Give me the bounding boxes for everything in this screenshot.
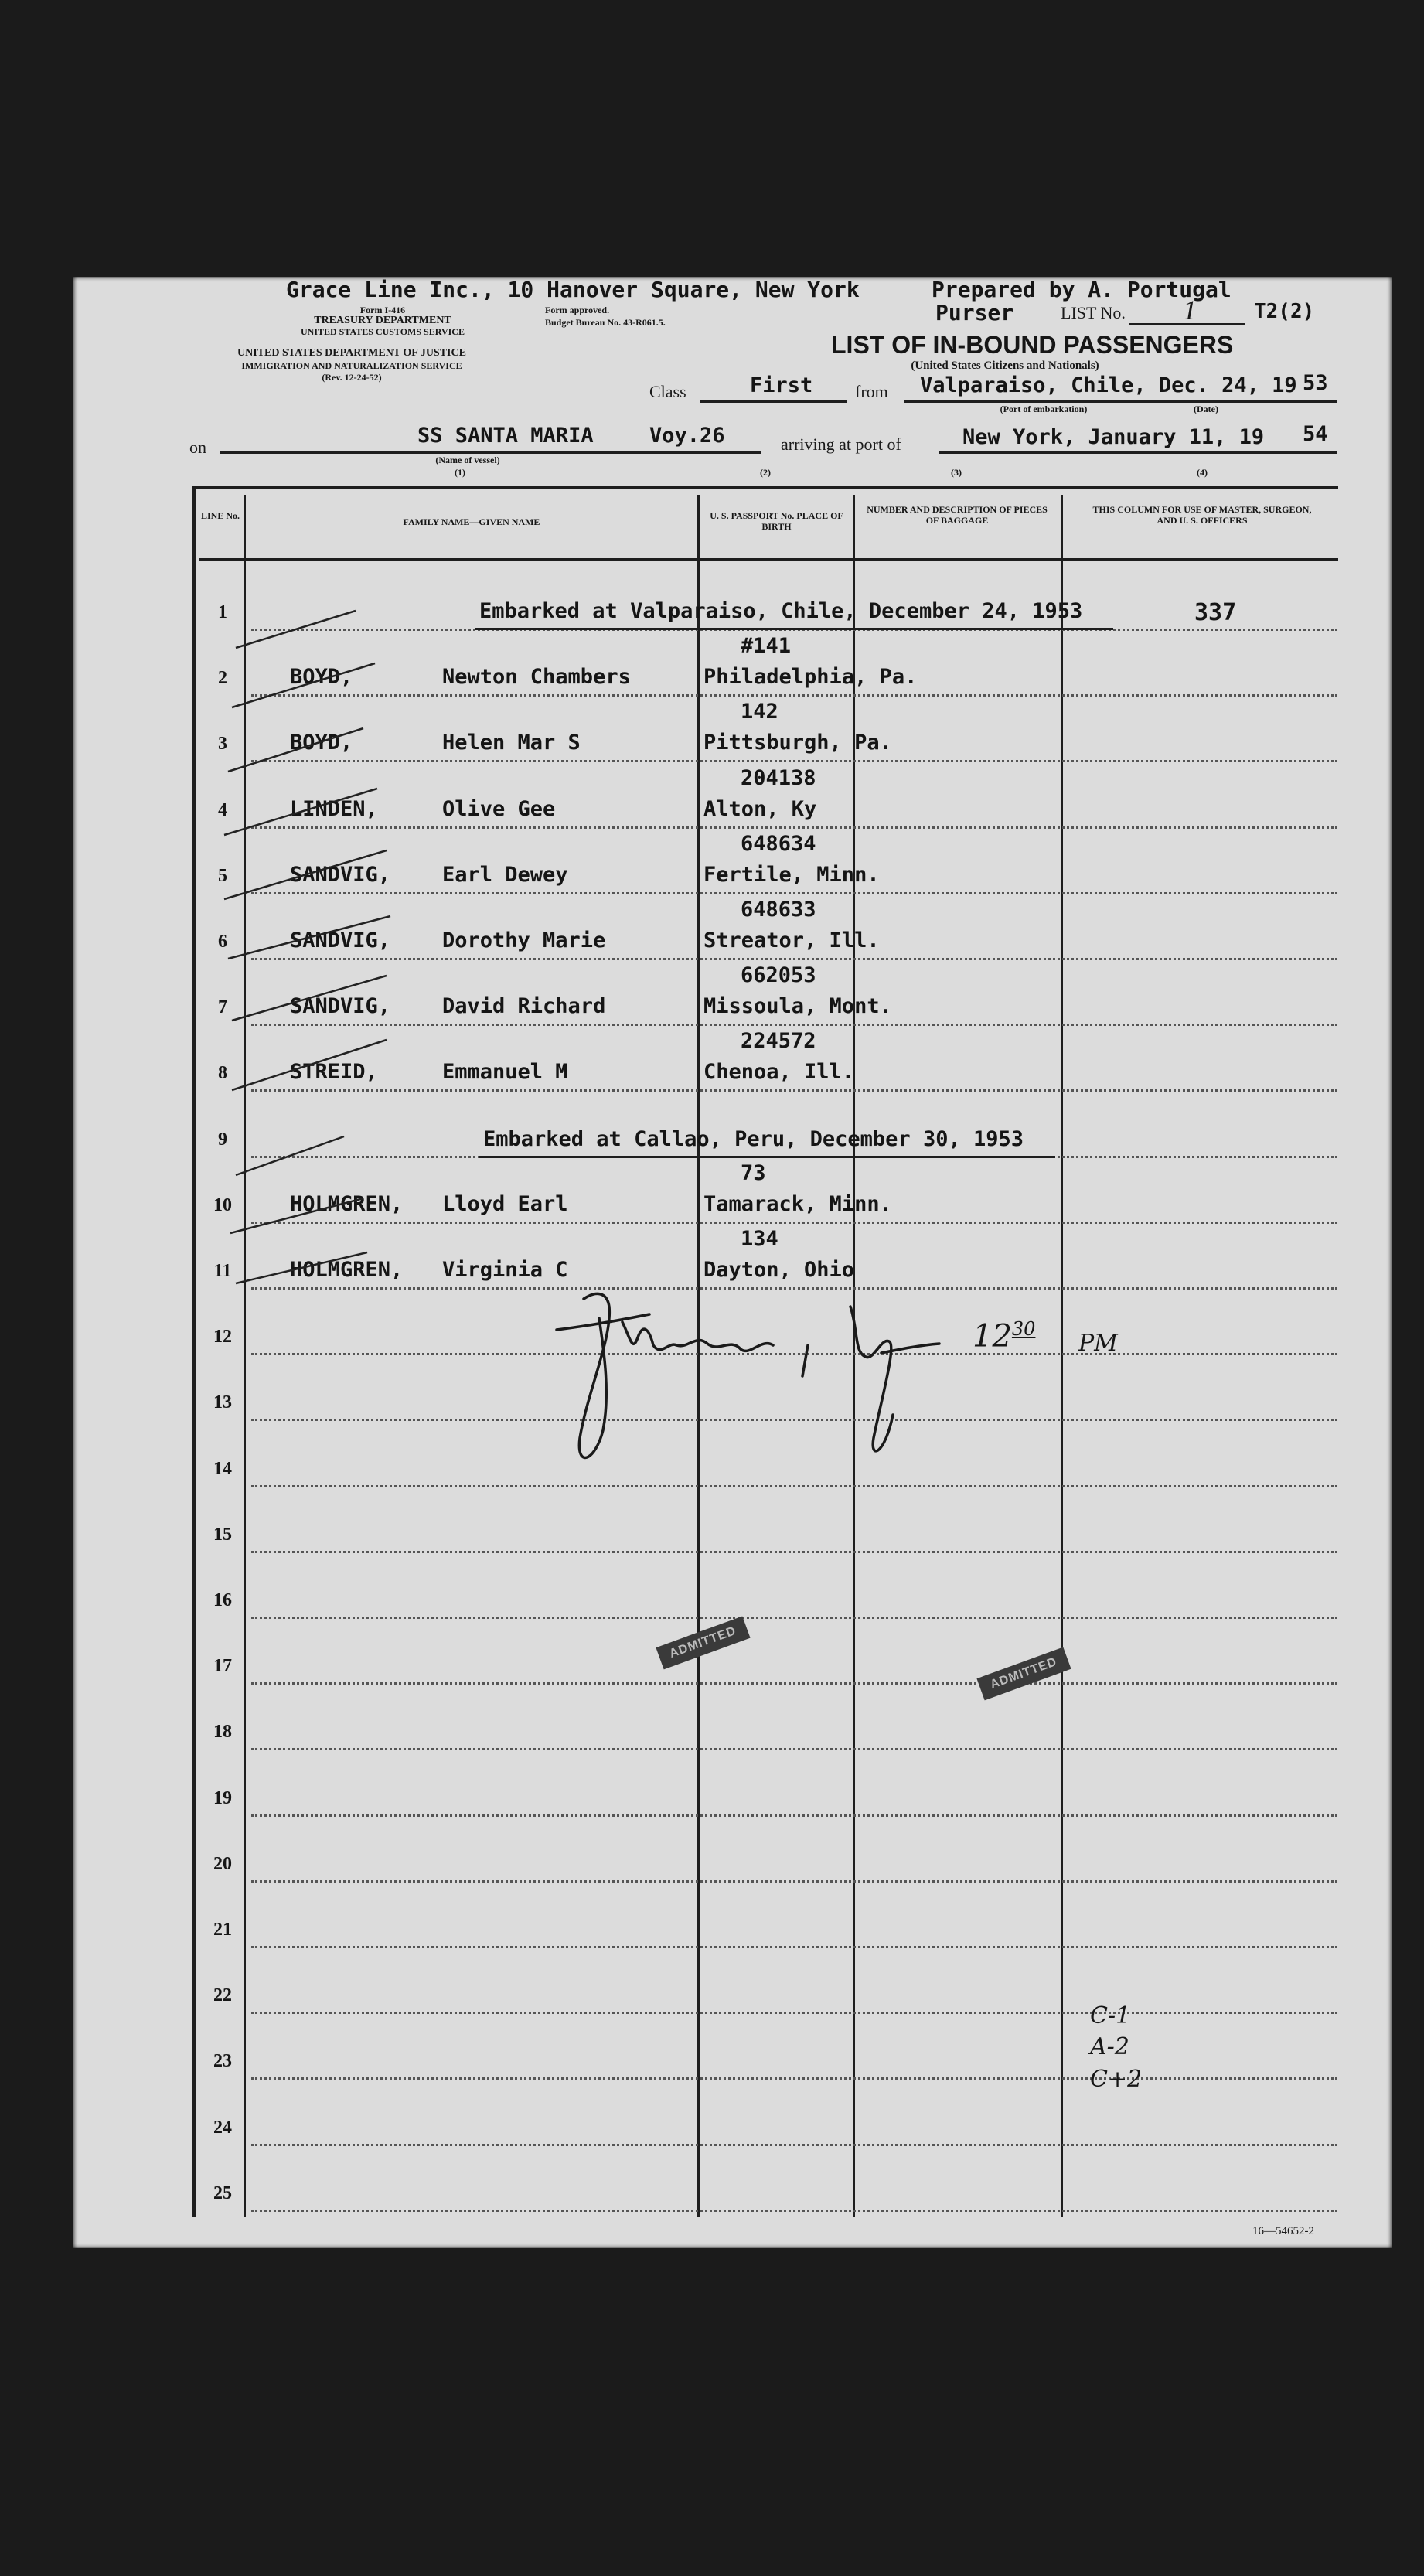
line-number: 23 [213,2051,232,2072]
given-name: Emmanuel M [442,1060,568,1085]
line-number: 19 [213,1787,232,1808]
family-name: BOYD, [290,665,353,690]
line-number: 1 [218,602,227,622]
place-of-birth: Philadelphia, Pa. [703,665,918,690]
passport-number: 224572 [741,1029,816,1054]
family-name: SANDVIG, [290,862,391,887]
port-caption: (Port of embarkation) [1000,404,1088,414]
given-name: Dorothy Marie [442,929,606,952]
line-number: 20 [213,1853,232,1874]
passport-number: 648633 [741,898,816,922]
family-name: HOLMGREN, [290,1258,404,1282]
given-name: Newton Chambers [442,665,631,690]
embarkation-heading-callao: Embarked at Callao, Peru, December 30, 1953 [483,1127,1024,1151]
line-number: 8 [218,1063,227,1084]
vessel-name: SS SANTA MARIA [417,424,594,448]
family-name: SANDVIG, [290,929,391,952]
line-number: 25 [213,2182,232,2203]
revision-date: (Rev. 12-24-52) [322,372,382,383]
department-of-justice: UNITED STATES DEPARTMENT OF JUSTICE [237,347,466,359]
line-number: 12 [213,1327,232,1348]
line-number: 5 [218,865,227,886]
given-name: David Richard [442,994,606,1019]
form-approved: Form approved. [545,305,610,315]
passport-number: 134 [741,1227,778,1251]
handwritten-signature [541,1283,974,1484]
line-number: 17 [213,1656,232,1677]
line-number: 13 [213,1392,232,1413]
customs-service: UNITED STATES CUSTOMS SERVICE [301,326,465,337]
passport-number: 142 [741,700,778,724]
tally-line-2: A-2 [1090,2033,1129,2060]
tally-line-1: C-1 [1090,2002,1131,2029]
place-of-birth: Missoula, Mont. [703,994,892,1019]
passport-number: 204138 [741,765,816,790]
line-number: 21 [213,1920,232,1940]
place-of-birth: Fertile, Minn. [703,862,880,887]
place-of-birth: Chenoa, Ill. [703,1060,855,1085]
tally-line-3: C+2 [1090,2066,1143,2093]
time-hour: 12 [973,1318,1012,1354]
caption-1: (1) [455,467,465,478]
from-label: from [855,382,888,401]
line-number: 7 [218,997,227,1018]
col-passport: U. S. PASSPORT No. PLACE OF BIRTH [710,510,843,532]
form-subtitle: (United States Citizens and Nationals) [911,359,1099,372]
passport-number: 648634 [741,831,816,856]
passport-number: 73 [741,1160,766,1185]
family-name: HOLMGREN, [290,1191,404,1216]
line-number: 18 [213,1722,232,1743]
on-label: on [189,438,206,457]
given-name: Earl Dewey [442,862,568,887]
voyage-number: Voy.26 [649,424,725,448]
caption-2: (2) [760,467,771,478]
embarkation-value: Valparaiso, Chile, Dec. 24, 19 [920,373,1297,397]
family-name: SANDVIG, [290,994,391,1019]
line-number: 9 [218,1129,227,1150]
family-name: LINDEN, [290,796,378,821]
form-number: Form I-416 [359,305,406,315]
arriving-label: arriving at port of [781,434,901,454]
line-number: 22 [213,1985,232,2006]
company-line: Grace Line Inc., 10 Hanover Square, New York [286,277,860,302]
passport-number: 662053 [741,963,816,988]
admitted-stamp: ADMITTED [976,1647,1071,1701]
arrival-value: New York, January 11, 19 [962,425,1265,449]
place-of-birth: Pittsburgh, Pa. [703,731,892,755]
given-name: Lloyd Earl [442,1191,568,1216]
line-number: 2 [218,668,227,689]
list-no-label: LIST No. [1061,303,1126,322]
line-number: 16 [213,1590,232,1610]
arrival-year: 54 [1303,422,1328,446]
col-officers: THIS COLUMN FOR USE OF MASTER, SURGEON, AND U. S. OFFICERS [1092,504,1312,526]
line-number: 10 [213,1194,232,1215]
admitted-stamp: ADMITTED [656,1617,750,1670]
list-no-value: 1 [1183,295,1197,325]
vessel-caption: (Name of vessel) [435,455,500,465]
line-number: 15 [213,1524,232,1545]
caption-3: (3) [951,467,962,478]
col-line-no: LINE No. [200,510,240,521]
treasury-department: TREASURY DEPARTMENT [314,315,451,326]
passport-number: #141 [741,634,792,659]
class-value: First [750,373,813,397]
date-caption: (Date) [1194,404,1218,414]
place-of-birth: Alton, Ky [703,796,817,821]
given-name: Olive Gee [442,796,556,821]
line-number: 6 [218,932,227,952]
caption-4: (4) [1197,467,1208,478]
col-name: FAMILY NAME—GIVEN NAME [403,516,540,527]
line-number: 4 [218,799,227,820]
passenger-count: 337 [1194,599,1237,626]
handwritten-pm: PM [1078,1330,1118,1357]
given-name: Virginia C [442,1258,568,1282]
list-no-suffix: T2(2) [1254,300,1315,323]
line-number: 11 [213,1261,232,1281]
form-code: 16—54652-2 [1252,2225,1314,2237]
given-name: Helen Mar S [442,731,581,755]
immigration-service: IMMIGRATION AND NATURALIZATION SERVICE [241,360,462,371]
place-of-birth: Tamarack, Minn. [703,1191,892,1216]
budget-bureau: Budget Bureau No. 43-R061.5. [545,317,666,328]
handwritten-time [973,1318,1035,1354]
embarkation-year: 53 [1303,371,1328,395]
place-of-birth: Streator, Ill. [703,929,880,952]
line-number: 3 [218,734,227,755]
line-number: 14 [213,1458,232,1479]
purser-label: Purser [935,300,1014,325]
family-name: BOYD, [290,731,353,755]
form-title: LIST OF IN-BOUND PASSENGERS [831,331,1234,359]
line-number: 24 [213,2117,232,2138]
col-baggage: NUMBER AND DESCRIPTION OF PIECES OF BAGGAGE [867,504,1048,526]
time-minutes: 30 [1011,1318,1036,1340]
prepared-by: Prepared by A. Portugal [932,277,1232,302]
place-of-birth: Dayton, Ohio [703,1258,855,1282]
class-label: Class [649,382,686,401]
embarkation-heading-valparaiso: Embarked at Valparaiso, Chile, December 24, 1953 [479,599,1083,623]
family-name: STREID, [290,1060,378,1085]
